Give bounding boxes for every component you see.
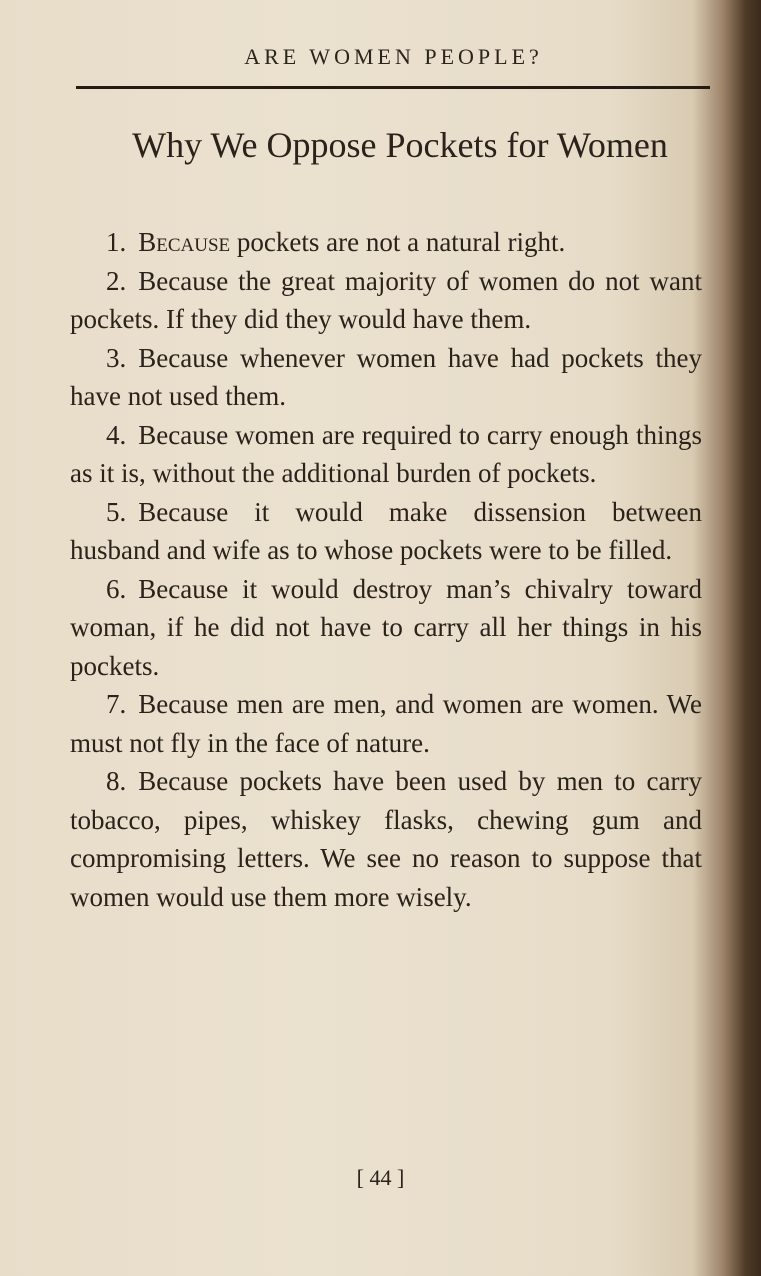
list-item (70, 762, 702, 916)
running-head: ARE WOMEN PEOPLE? (244, 44, 543, 69)
item-text: Because men are men, and women are women. We must not fly in the face of nature. (70, 689, 702, 758)
item-text: Because it would destroy man’s chivalry toward woman, if he did not have to carry all her things in his pockets. (70, 573, 702, 681)
item-text: Because it would make dissension between husband and wife as to whose pockets were to be filled. (70, 496, 702, 565)
item-number: 5. (106, 496, 127, 527)
reasons-list (70, 223, 702, 916)
list-item (70, 570, 702, 686)
item-number: 7. (106, 689, 127, 719)
page-number: [ 44 ] (356, 1165, 405, 1190)
item-text: Because whenever women have had pockets they have not used them. (70, 342, 702, 411)
item-text: Because pockets have been used by men to carry tobacco, pipes, whiskey flasks, chewing gum and compromising letters. We see no reason to suppose that women would use them more wisely. (70, 766, 702, 912)
page-title: Why We Oppose Pockets for Women (132, 125, 668, 165)
list-item (70, 416, 702, 493)
header-rule (76, 86, 710, 89)
item-lead-word: Because (138, 227, 231, 257)
item-number: 8. (106, 766, 127, 796)
item-number: 1. (106, 227, 127, 257)
item-number: 6. (106, 573, 127, 604)
item-number: 2. (106, 265, 127, 296)
list-item (70, 493, 702, 570)
item-number: 4. (106, 419, 127, 450)
list-item (70, 339, 702, 416)
list-item (70, 685, 702, 762)
item-number: 3. (106, 342, 127, 373)
list-item (70, 223, 702, 262)
item-text: pockets are not a natural right. (230, 227, 566, 257)
item-text: Because the great majority of women do not want pockets. If they did they would have them. (70, 265, 702, 334)
item-text: Because women are required to carry enough things as it is, without the additional burden of pockets. (70, 419, 702, 488)
list-item (70, 262, 702, 339)
